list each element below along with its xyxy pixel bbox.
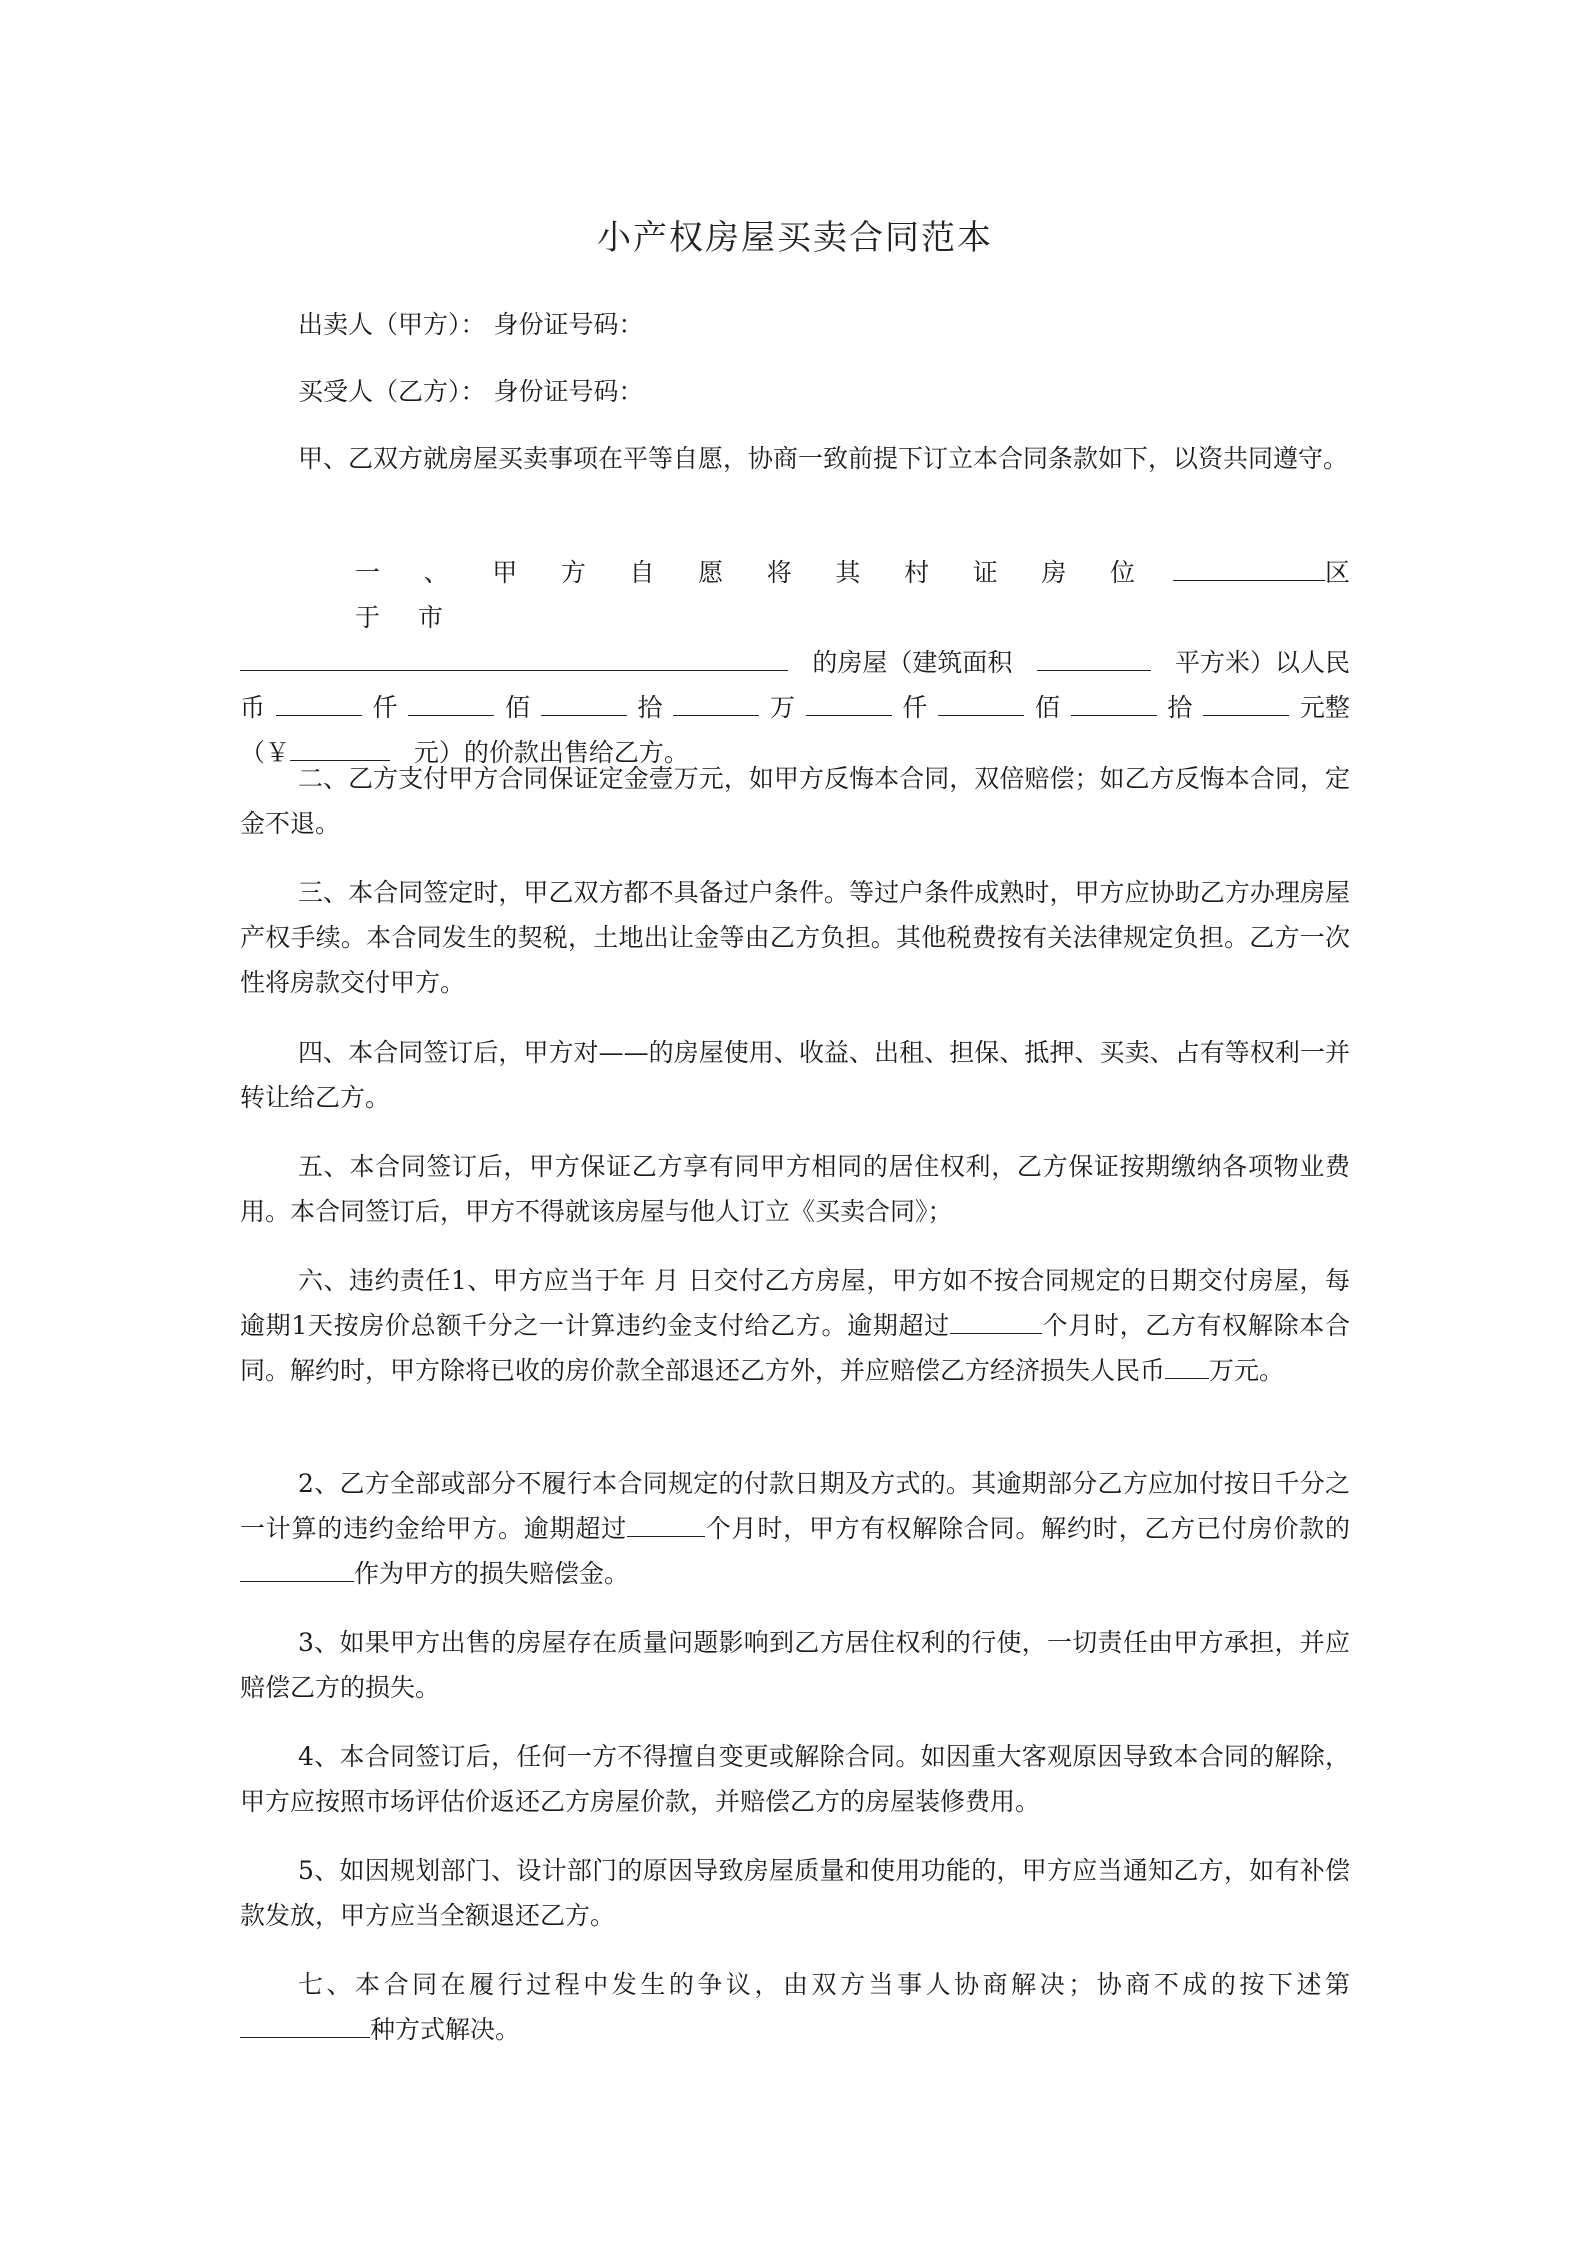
clause-1-district: 区 — [1324, 558, 1350, 587]
district-blank — [1173, 550, 1325, 581]
clause-1-area-label: 的房屋（建筑面积 — [812, 648, 1013, 677]
clause-1-line-1 — [240, 550, 1350, 640]
clause-1-line-2 — [240, 640, 1350, 685]
clause-1-tail: 元）的价款出售给乙方。 — [413, 738, 689, 767]
amount-blank-8 — [1203, 685, 1289, 716]
preamble-paragraph: 甲、乙双方就房屋买卖事项在平等自愿，协商一致前提下订立本合同条款如下，以资共同遵守。 — [298, 444, 1349, 473]
currency-label: 币 — [240, 693, 266, 722]
unit-label: 佰 — [504, 693, 530, 722]
clause-6-part-c: 万元。 — [1209, 1356, 1285, 1385]
clause-3: 三、本合同签定时，甲乙双方都不具备过户条件。等过户条件成熟时，甲方应协助乙方办理房屋产权手续。本合同发生的契税，土地出让金等由乙方负担。其他税费按有关法律规定负担。乙方一次性将房款交付甲方。 — [240, 878, 1350, 997]
clause-6-part-a: 六、违约责任1、甲方应当于年 月 日交付乙方房屋，甲方如不按合同规定的日期交付房屋，每逾期1天按房价总额千分之一计算违约金支付给乙方。逾期超过 — [240, 1266, 1350, 1340]
address-blank — [240, 640, 788, 671]
clause-1-line-3 — [240, 685, 1350, 730]
unit-label: 万 — [769, 693, 795, 722]
amount-blank-6 — [938, 685, 1024, 716]
area-blank — [1037, 640, 1151, 671]
clause-6-part-b: 个月时，乙方有权解除本合同。解约时，甲方除将已收的房价款全部退还乙方外，并应赔偿乙方经济损失人民币 — [240, 1311, 1350, 1385]
amount-blank-3 — [541, 685, 627, 716]
buyer-months-blank — [627, 1506, 705, 1537]
page-title: 小产权房屋买卖合同范本 — [597, 218, 993, 258]
seller-line: 出卖人（甲方）： 身份证号码： — [298, 310, 644, 339]
penalty-blank — [240, 1551, 354, 1582]
amount-blank-7 — [1071, 685, 1157, 716]
compensation-blank — [1165, 1348, 1209, 1379]
item-2-part-c: 作为甲方的损失赔偿金。 — [354, 1559, 630, 1588]
item-2-part-b: 个月时，甲方有权解除合同。解约时，乙方已付房价款的 — [705, 1514, 1350, 1543]
clause-1-area-unit: 平方米）以人民 — [1174, 648, 1350, 677]
clause-7 — [240, 1962, 1350, 2052]
amount-blank-4 — [673, 685, 759, 716]
unit-label: 拾 — [637, 693, 663, 722]
clause-1-lead: 一、甲方自愿将其村证房位于市 — [355, 558, 1173, 632]
clause-5: 五、本合同签订后，甲方保证乙方享有同甲方相同的居住权利，乙方保证按期缴纳各项物业费用。本合同签订后，甲方不得就该房屋与他人订立《买卖合同》； — [240, 1152, 1350, 1226]
buyer-line: 买受人（乙方）： 身份证号码： — [298, 377, 644, 406]
clause-4: 四、本合同签订后，甲方对——的房屋使用、收益、出租、担保、抵押、买卖、占有等权利一并转让给乙方。 — [240, 1038, 1350, 1112]
item-5: 5、如因规划部门、设计部门的原因导致房屋质量和使用功能的，甲方应当通知乙方，如有补偿款发放，甲方应当全额退还乙方。 — [240, 1856, 1350, 1930]
item-4: 4、本合同签订后，任何一方不得擅自变更或解除合同。如因重大客观原因导致本合同的解除，甲方应按照市场评估价返还乙方房屋价款，并赔偿乙方的房屋装修费用。 — [240, 1742, 1350, 1816]
clause-2: 二、乙方支付甲方合同保证定金壹万元，如甲方反悔本合同，双倍赔偿；如乙方反悔本合同，定金不退。 — [240, 764, 1350, 838]
item-2-part-a: 2、乙方全部或部分不履行本合同规定的付款日期及方式的。其逾期部分乙方应加付按日千分之一计算的违约金给甲方。逾期超过 — [240, 1469, 1350, 1543]
amount-blank-2 — [408, 685, 494, 716]
clause-7-part-b: 种方式解决。 — [370, 2015, 521, 2044]
document-page — [240, 0, 1350, 2244]
unit-label: 佰 — [1034, 693, 1060, 722]
clause-7-part-a: 七、本合同在履行过程中发生的争议，由双方当事人协商解决；协商不成的按下述第 — [298, 1970, 1350, 1999]
clause-6 — [240, 1258, 1350, 1393]
amount-blank-1 — [276, 685, 362, 716]
method-blank — [240, 2007, 370, 2038]
unit-label: 仟 — [372, 693, 398, 722]
amount-blank-5 — [806, 685, 892, 716]
unit-label: 元整 — [1299, 693, 1350, 722]
yuan-symbol-label: （￥ — [240, 738, 291, 767]
months-blank — [950, 1303, 1042, 1334]
clause-1 — [240, 550, 1350, 775]
item-3: 3、如果甲方出售的房屋存在质量问题影响到乙方居住权利的行使，一切责任由甲方承担，并应赔偿乙方的损失。 — [240, 1628, 1350, 1702]
unit-label: 仟 — [902, 693, 928, 722]
unit-label: 拾 — [1167, 693, 1193, 722]
item-2 — [240, 1461, 1350, 1596]
